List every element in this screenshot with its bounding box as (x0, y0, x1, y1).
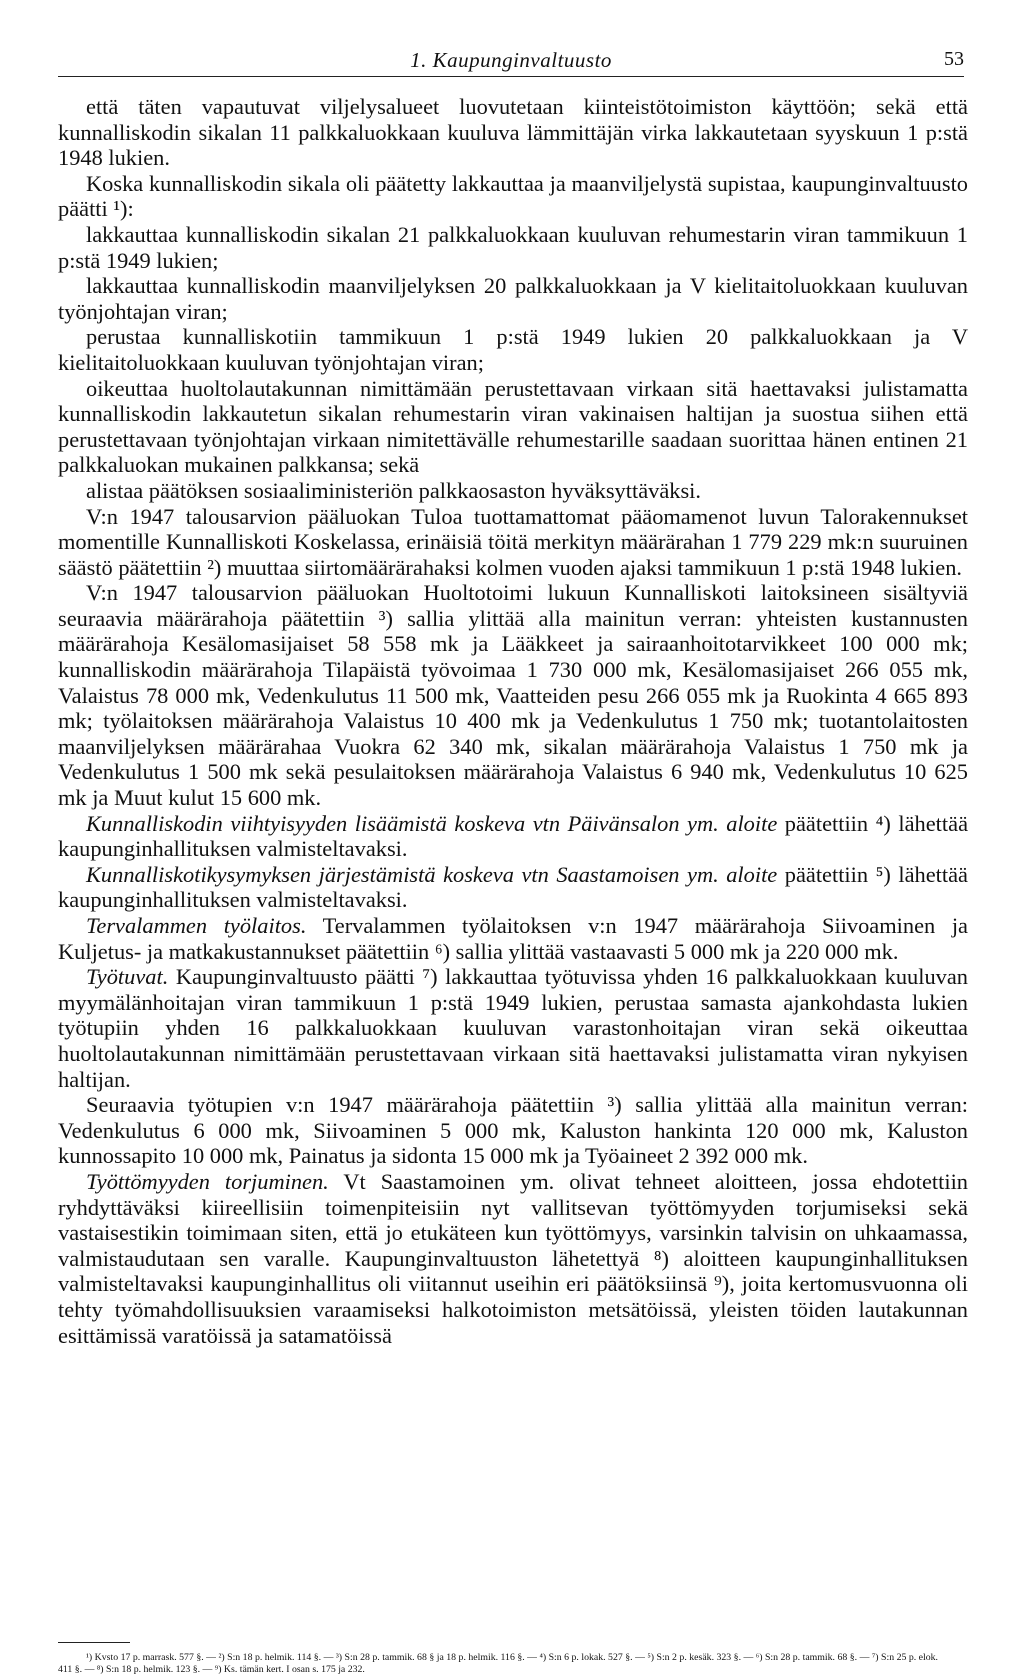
paragraph: oikeuttaa huoltolautakunnan nimittämään perustettavaan virkaan sitä haettavaksi julistamatta kunnalliskodin lakkautetun sikalan rehumestarin viran vakinaisen haltijan ja suostua siihen että perustettavaan työnjohtajan virkaan nimitettävälle rehumestarille saadaan suorittaa hänen entinen 21 palkkaluokan mukainen palkkansa; sekä (58, 375, 968, 478)
paragraph: alistaa päätöksen sosiaaliministeriön palkkaosaston hyväksyttäväksi. (86, 477, 701, 503)
paragraph: että täten vapautuvat viljelysalueet luovutetaan kiinteistötoimiston käyttöön; sekä että kunnalliskodin sikalan 11 palkkaluokkaan kuuluva lämmittäjän virka lakkautetaan syyskuun 1 p:stä 1948 lukien. (58, 94, 968, 171)
footnote-divider (58, 1642, 130, 1643)
paragraph: perustaa kunnalliskotiin tammikuun 1 p:stä 1949 lukien 20 palkkaluokkaan ja V kielitaitoluokkaan kuuluvan työnjohtajan viran; (58, 324, 968, 375)
paragraph: V:n 1947 talousarvion pääluokan Tuloa tuottamattomat pääomamenot luvun Talorakennukset momentille Kunnalliskoti Koskelassa, erinäisiä töitä merkityn määrärahan 1 779 229 mk:n suuruinen säästö päätettiin ²) muuttaa siirtomäärärahaksi kolmen vuoden ajaksi tammikuun 1 p:stä 1948 lukien. (58, 503, 968, 580)
paragraph: Seuraavia työtupien v:n 1947 määrärahoja päätettiin ³) sallia ylittää alla mainitun verran: Vedenkulutus 6 000 mk, Siivoaminen 5 000 mk, Kaluston hankinta 120 000 mk, Kaluston kunnossapito 10 000 mk, Painatus ja sidonta 15 000 mk ja Työaineet 2 392 000 mk. (58, 1092, 968, 1169)
page-number: 53 (944, 48, 964, 70)
page-header (58, 44, 964, 77)
paragraph: Kunnalliskodin viihtyisyyden lisäämistä koskeva vtn Päivänsalon ym. aloite päätettiin ⁴) lähettää kaupunginhallituksen valmisteltavaksi. (58, 810, 969, 862)
paragraph: Kunnalliskotikysymyksen järjestämistä koskeva vtn Saastamoisen ym. aloite päätettiin ⁵) lähettää kaupunginhallituksen valmisteltavaksi. (58, 861, 968, 913)
paragraph: lakkauttaa kunnalliskodin maanviljelyksen 20 palkkaluokkaan ja V kielitaitoluokkaan kuuluvan työnjohtajan viran; (58, 273, 968, 324)
paragraph: V:n 1947 talousarvion pääluokan Huoltotoimi lukuun Kunnalliskoti laitoksineen sisältyviä seuraavia määrärahoja päätettiin ³) sallia ylittää alla mainitun verran: yhteisten kustannusten määrärahoja Kesälomasijaiset 58 558 mk ja Lääkkeet ja sairaanhoitotarvikkeet 100 000 mk; kunnalliskodin määrärahoja Tilapäistä työvoimaa 1 730 000 mk, Kesälomasijaiset 266 055 mk, Valaistus 78 000 mk, Vedenkulutus 11 500 mk, Vaatteiden pesu 266 055 mk ja Ruokinta 4 665 893 mk; työlaitoksen määrärahoja Valaistus 10 400 mk ja Vedenkulutus 1 750 mk; tuotantolaitosten maanviljelyksen määrärahaa Vuokra 62 340 mk, sikalan määrärahoja Valaistus 1 750 mk ja Vedenkulutus 1 500 mk sekä pesulaitoksen määrärahoja Valaistus 6 940 mk, Vedenkulutus 10 625 mk ja Muut kulut 15 600 mk. (58, 580, 968, 811)
footnote-text: ¹) Kvsto 17 p. marrask. 577 §. — ²) S:n 18 p. helmik. 114 §. — ³) S:n 28 p. tammik. 68 § ja 18 p. helmik. 116 §. — ⁴) S:n 6 p. lokak. 527 §. — ⁵) S:n 2 p. kesäk. 323 §. — ⁶) S:n 28 p. tammik. 68 §. — ⁷) S:n 25 p. elok. 411 §. — ⁸) S:n 18 p. helmik. 123 §. — ⁹) Ks. tämän kert. I osan s. 175 ja 232. (58, 1652, 938, 1675)
paragraph: Koska kunnalliskodin sikala oli päätetty lakkauttaa ja maanviljelystä supistaa, kaupunginvaltuusto päätti ¹): (58, 170, 968, 222)
footnotes (58, 1652, 938, 1675)
running-title: 1. Kaupunginvaltuusto (410, 48, 612, 72)
paragraph: Tervalammen työlaitos. Tervalammen työlaitoksen v:n 1947 määrärahoja Siivoaminen ja Kuljetus- ja matkakustannukset päätettiin ⁶) sallia ylittää vastaavasti 5 000 mk ja 220 000 mk. (58, 913, 968, 964)
body-text (58, 94, 968, 1348)
paragraph: lakkauttaa kunnalliskodin sikalan 21 palkkaluokkaan kuuluvan rehumestarin viran tammikuun 1 p:stä 1949 lukien; (58, 221, 968, 273)
paragraph: Työttömyyden torjuminen. Vt Saastamoinen ym. olivat tehneet aloitteen, jossa ehdotettiin ryhdyttäväksi kiireellisiin toimenpiteisiin nyt vallitsevan työttömyyden torjumiseksi sekä vastaisestikin toimimaan siten, että jo etukäteen kun työttömyys, varsinkin talvisin on uhkaamassa, valmistaudutaan sen varalle. Kaupunginvaltuuston lähetettyä ⁸) aloitteen kaupunginhallituksen valmisteltavaksi kaupunginhallitus oli viitannut useihin eri päätöksiinsä ⁹), joita kertomusvuonna oli tehty työmahdollisuuksien varaamiseksi halkotoimiston metsätöissä, yleisten töiden lautakunnan esittämissä varatöissä ja satamatöissä (58, 1168, 968, 1348)
paragraph: Työtuvat. Kaupunginvaltuusto päätti ⁷) lakkauttaa työtuvissa yhden 16 palkkaluokkaan kuuluvan myymälänhoitajan viran tammikuun 1 p:stä 1949 lukien, perustaa samasta ajankohdasta lukien työtupiin yhden 16 palkkaluokkaan kuuluvan varastonhoitajan viran sekä oikeuttaa huoltolautakunnan nimittämään perustettavaan virkaan sitä haettavaksi julistamatta viran nykyisen haltijan. (58, 964, 968, 1092)
